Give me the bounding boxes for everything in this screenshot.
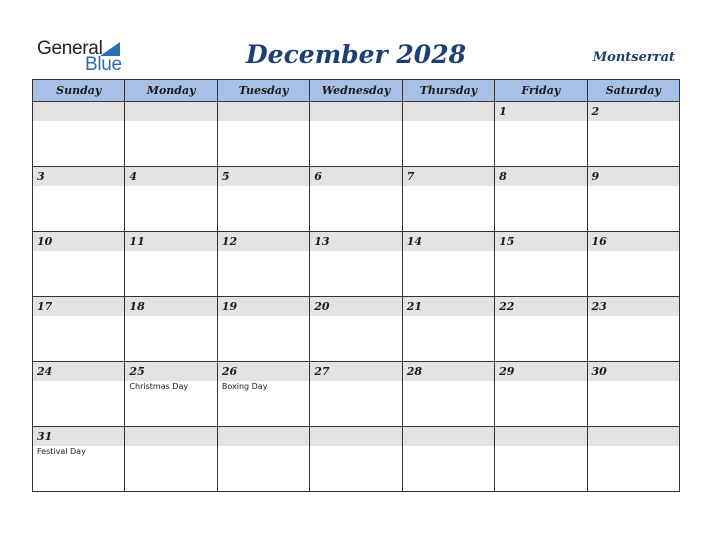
day-number: 31 bbox=[37, 430, 53, 443]
day-cell bbox=[125, 427, 217, 492]
day-number: 11 bbox=[129, 235, 145, 248]
day-number-bar bbox=[495, 167, 586, 186]
week-row bbox=[33, 427, 680, 492]
day-cell bbox=[217, 167, 309, 232]
weekday-friday: Friday bbox=[495, 80, 587, 102]
week-row bbox=[33, 232, 680, 297]
day-number: 10 bbox=[37, 235, 53, 248]
day-number: 15 bbox=[499, 235, 515, 248]
weekday-wednesday: Wednesday bbox=[310, 80, 402, 102]
day-number: 20 bbox=[314, 300, 330, 313]
holiday-label: Festival Day bbox=[37, 447, 86, 456]
day-number: 24 bbox=[37, 365, 53, 378]
day-number-bar bbox=[403, 167, 494, 186]
holiday-label: Boxing Day bbox=[221, 382, 268, 391]
day-number-bar bbox=[218, 167, 309, 186]
day-cell bbox=[33, 232, 125, 297]
day-number: 30 bbox=[591, 365, 607, 378]
weekday-thursday: Thursday bbox=[402, 80, 494, 102]
day-cell bbox=[587, 427, 679, 492]
day-number: 13 bbox=[314, 235, 330, 248]
day-cell bbox=[310, 102, 402, 167]
day-cell bbox=[402, 232, 494, 297]
day-cell bbox=[402, 102, 494, 167]
weekday-tuesday: Tuesday bbox=[217, 80, 309, 102]
day-cell bbox=[33, 102, 125, 167]
day-number: 18 bbox=[129, 300, 145, 313]
day-cell bbox=[310, 362, 402, 427]
day-number-bar bbox=[218, 102, 309, 121]
day-cell bbox=[495, 232, 587, 297]
day-number-bar bbox=[310, 167, 401, 186]
day-cell bbox=[587, 297, 679, 362]
day-number: 6 bbox=[314, 170, 322, 183]
day-cell bbox=[125, 362, 217, 427]
day-cell bbox=[310, 427, 402, 492]
country-label: Montserrat bbox=[592, 50, 675, 65]
day-cell bbox=[495, 427, 587, 492]
day-number: 16 bbox=[591, 235, 607, 248]
day-number: 3 bbox=[37, 170, 45, 183]
day-number-bar bbox=[588, 102, 679, 121]
day-cell bbox=[402, 427, 494, 492]
day-number: 17 bbox=[37, 300, 53, 313]
calendar-grid bbox=[32, 79, 680, 492]
day-cell bbox=[587, 232, 679, 297]
day-number-bar bbox=[33, 167, 124, 186]
week-row bbox=[33, 362, 680, 427]
day-cell bbox=[125, 102, 217, 167]
holiday-label: Christmas Day bbox=[129, 382, 189, 391]
day-cell bbox=[587, 362, 679, 427]
day-cell bbox=[587, 102, 679, 167]
day-number-bar bbox=[125, 167, 216, 186]
day-number: 8 bbox=[499, 170, 507, 183]
day-cell bbox=[217, 362, 309, 427]
day-cell bbox=[587, 167, 679, 232]
week-row bbox=[33, 167, 680, 232]
day-number-bar bbox=[33, 102, 124, 121]
weekday-sunday: Sunday bbox=[33, 80, 125, 102]
calendar-title: December 2028 bbox=[245, 40, 466, 69]
day-cell bbox=[495, 102, 587, 167]
day-number: 9 bbox=[591, 170, 600, 183]
day-number: 27 bbox=[314, 365, 330, 378]
day-number: 25 bbox=[129, 365, 145, 378]
day-number-bar bbox=[310, 102, 401, 121]
day-number: 4 bbox=[129, 170, 138, 183]
day-cell bbox=[33, 427, 125, 492]
day-number: 29 bbox=[499, 365, 515, 378]
day-cell bbox=[217, 102, 309, 167]
day-cell bbox=[125, 232, 217, 297]
logo-word-blue: Blue bbox=[85, 54, 122, 75]
day-number: 2 bbox=[591, 105, 600, 118]
day-cell bbox=[125, 167, 217, 232]
day-number: 23 bbox=[591, 300, 607, 313]
day-cell bbox=[402, 362, 494, 427]
day-number-bar bbox=[588, 427, 679, 446]
day-cell bbox=[217, 297, 309, 362]
day-number: 26 bbox=[221, 365, 238, 378]
day-cell bbox=[495, 297, 587, 362]
day-cell bbox=[402, 297, 494, 362]
weekday-header-row bbox=[33, 80, 680, 102]
day-cell bbox=[310, 297, 402, 362]
week-row bbox=[33, 102, 680, 167]
day-number-bar bbox=[310, 427, 401, 446]
day-number: 5 bbox=[221, 170, 230, 183]
day-number: 19 bbox=[221, 300, 238, 313]
day-number-bar bbox=[218, 427, 309, 446]
day-cell bbox=[402, 167, 494, 232]
day-number: 22 bbox=[499, 300, 515, 313]
day-cell bbox=[217, 232, 309, 297]
day-number: 12 bbox=[221, 235, 238, 248]
day-cell bbox=[217, 427, 309, 492]
logo-word-general: General bbox=[37, 38, 103, 59]
day-number: 14 bbox=[406, 235, 422, 248]
day-cell bbox=[310, 232, 402, 297]
day-cell bbox=[33, 362, 125, 427]
day-number-bar bbox=[588, 167, 679, 186]
day-number-bar bbox=[495, 102, 586, 121]
day-number-bar bbox=[495, 427, 586, 446]
day-cell bbox=[495, 167, 587, 232]
weekday-saturday: Saturday bbox=[587, 80, 679, 102]
day-number-bar bbox=[125, 102, 216, 121]
day-cell bbox=[125, 297, 217, 362]
day-cell bbox=[33, 167, 125, 232]
weekday-monday: Monday bbox=[125, 80, 217, 102]
day-number-bar bbox=[125, 427, 216, 446]
day-number: 7 bbox=[406, 170, 415, 183]
day-number: 21 bbox=[406, 300, 422, 313]
day-cell bbox=[310, 167, 402, 232]
week-row bbox=[33, 297, 680, 362]
day-number: 28 bbox=[406, 365, 422, 378]
day-cell bbox=[495, 362, 587, 427]
day-number: 1 bbox=[499, 105, 507, 118]
day-number-bar bbox=[403, 102, 494, 121]
day-number-bar bbox=[403, 427, 494, 446]
day-cell bbox=[33, 297, 125, 362]
